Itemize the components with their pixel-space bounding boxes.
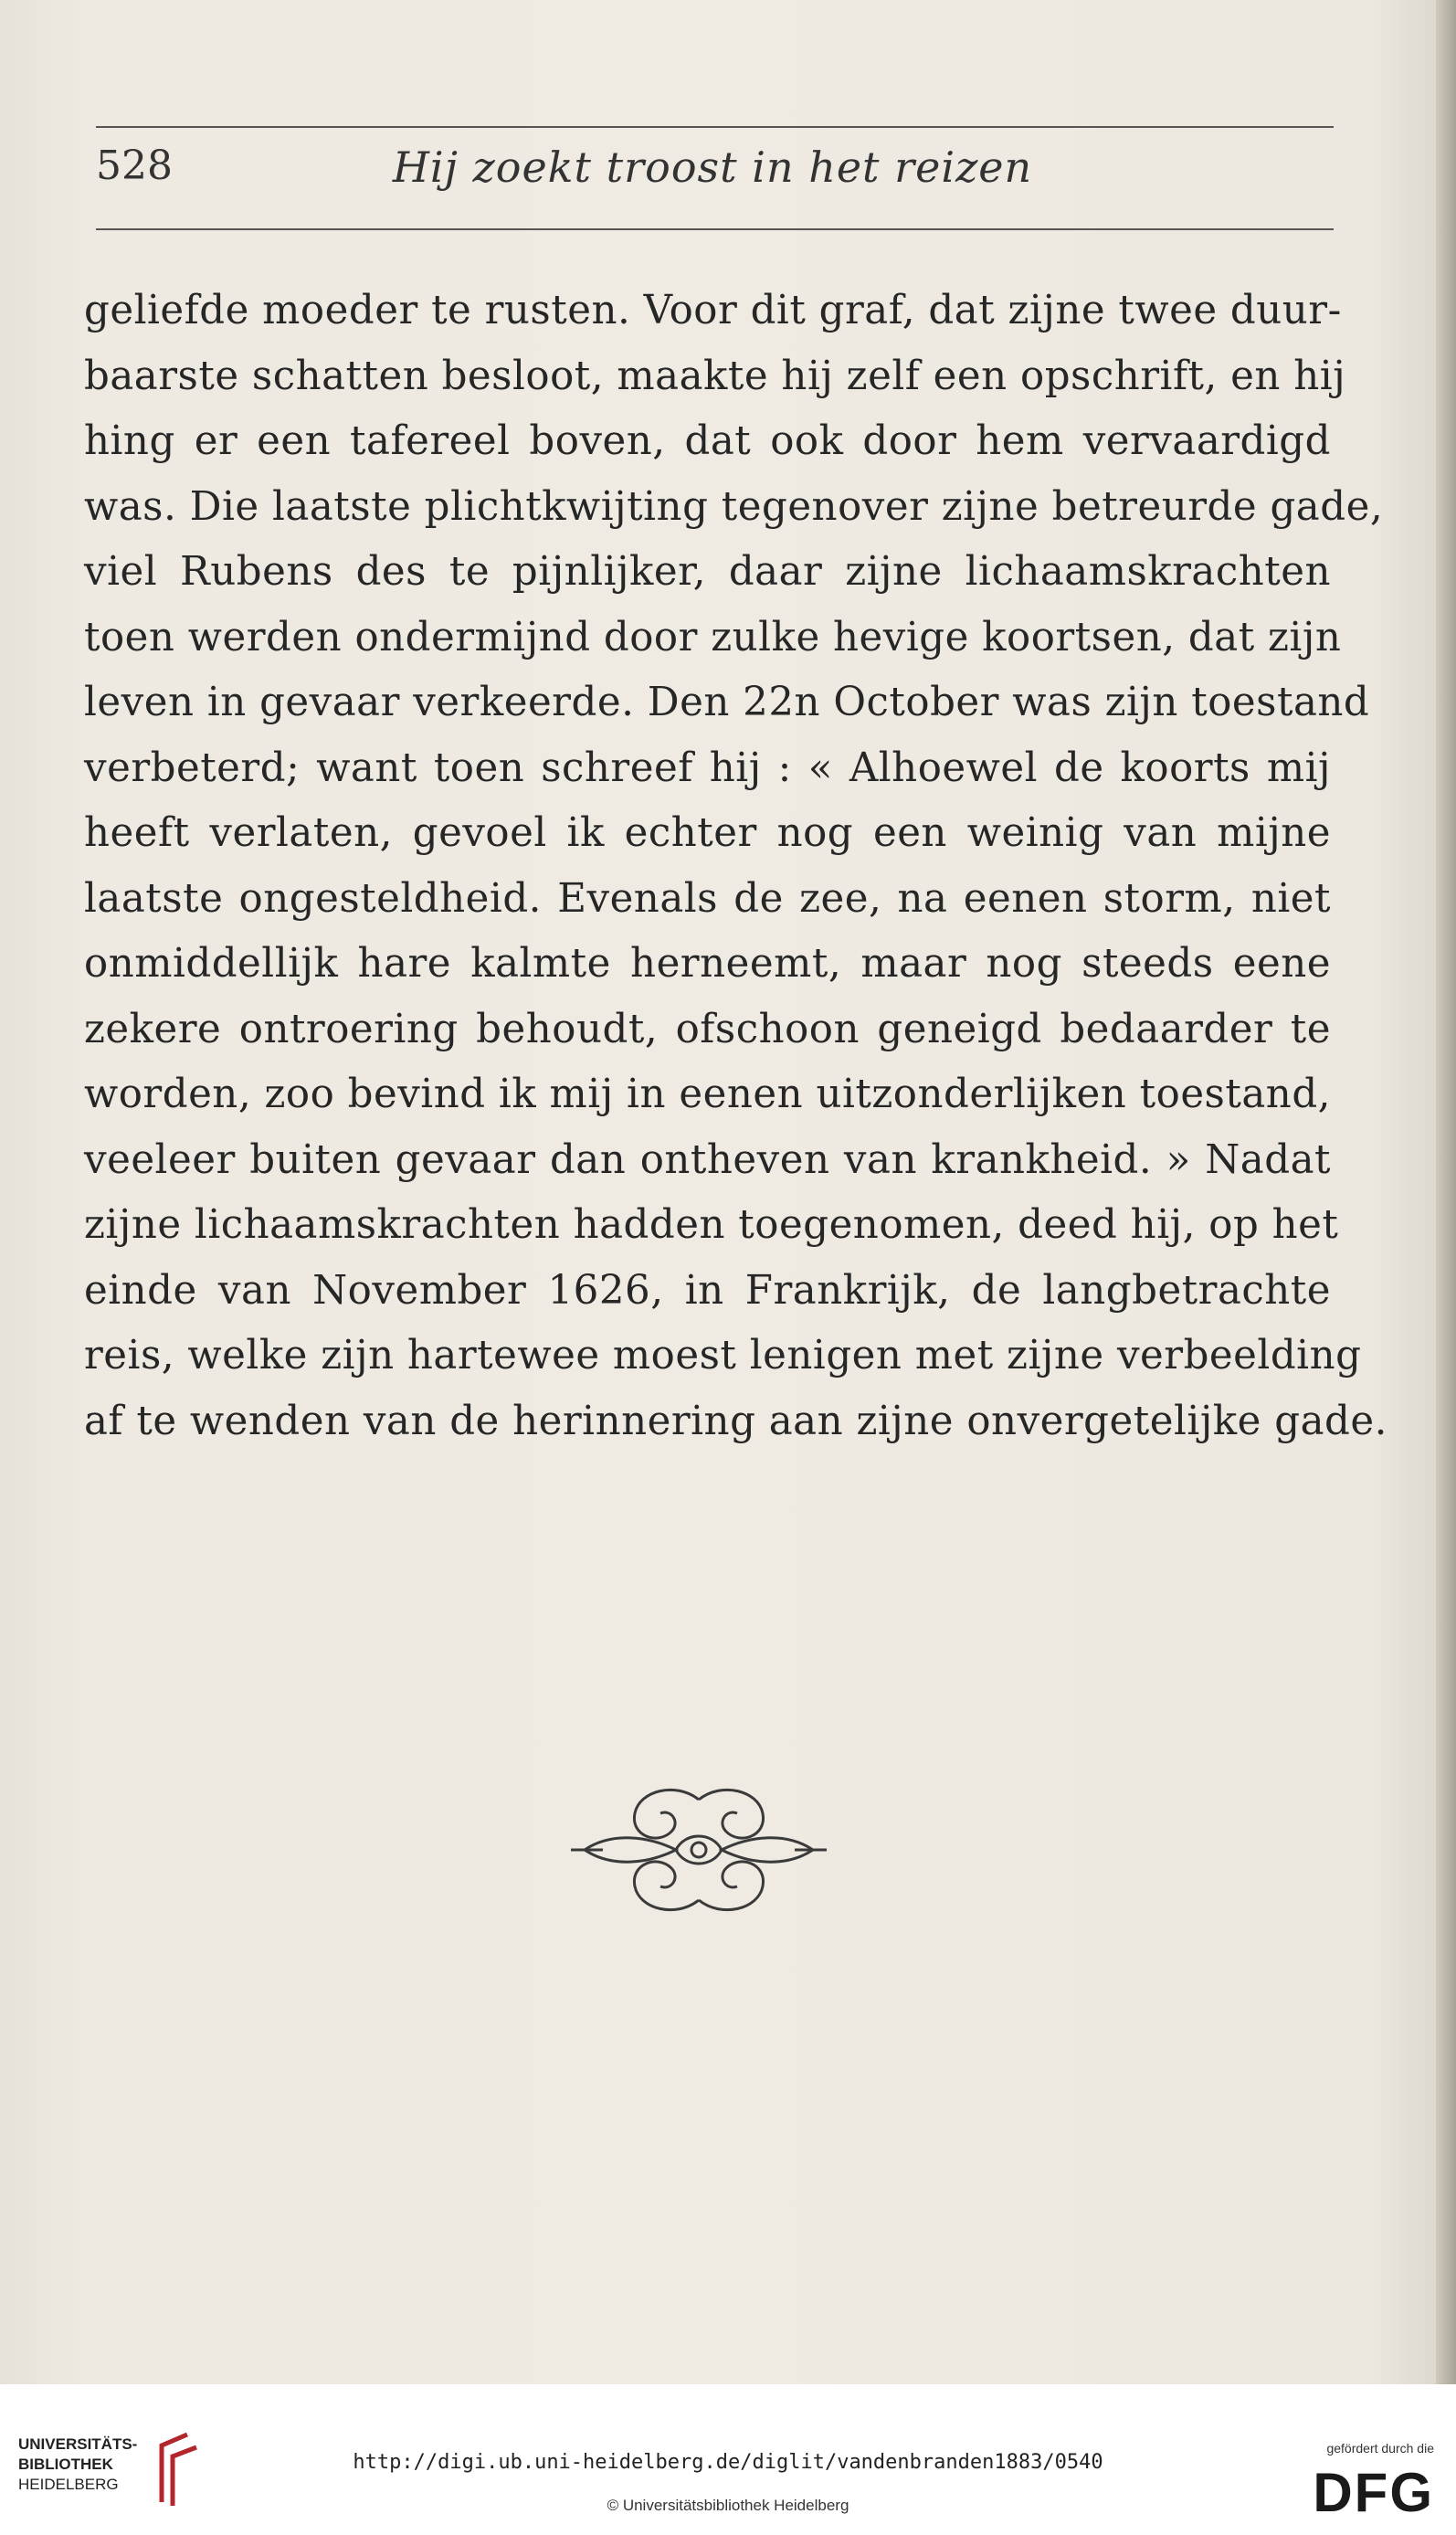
decorative-scroll-ornament-icon [566, 1781, 831, 1918]
running-head: Hij zoekt troost in het reizen [392, 143, 1033, 192]
text-line: viel Rubens des te pijnlijker, daar zijne lichaamskrachten [84, 549, 1331, 595]
text-line: onmiddellijk hare kalmte herneemt, maar nog steeds eene [84, 941, 1331, 987]
text-line: verbeterd; want toen schreef hij : « Alhoewel de koorts mij [84, 745, 1331, 791]
library-logo-line: HEIDELBERG [18, 2476, 119, 2493]
text-line: was. Die laatste plichtkwijting tegenover zijne betreurde gade, [84, 483, 1384, 530]
text-line: einde van November 1626, in Frankrijk, de langbetrachte [84, 1267, 1331, 1314]
text-line: reis, welke zijn hartewee moest lenigen met zijne verbeelding [84, 1333, 1362, 1378]
page-edge-shadow [1436, 0, 1456, 2384]
text-line: worden, zoo bevind ik mij in eenen uitzonderlijken toestand, [84, 1072, 1331, 1117]
dfg-logo: DFG [1313, 2462, 1434, 2523]
header-rule-top [96, 126, 1334, 128]
body-text [84, 279, 1387, 1454]
text-line: toen werden ondermijnd door zulke hevige koortsen, dat zijn [84, 614, 1342, 660]
text-line: af te wenden van de herinnering aan zijne onvergetelijke gade. [84, 1398, 1387, 1444]
text-line: zijne lichaamskrachten hadden toegenomen, deed hij, op het [84, 1202, 1339, 1248]
text-line: geliefde moeder te rusten. Voor dit graf, dat zijne twee duur- [84, 288, 1342, 333]
text-line: zekere ontroering behoudt, ofschoon geneigd bedaarder te [84, 1006, 1331, 1052]
library-logo-line: BIBLIOTHEK [18, 2456, 113, 2473]
text-line: veeleer buiten gevaar dan ontheven van krankheid. » Nadat [84, 1136, 1331, 1183]
text-line: heeft verlaten, gevoel ik echter nog een weinig van mijne [84, 810, 1331, 856]
page-number: 528 [96, 143, 173, 189]
header-rule-bottom [96, 228, 1334, 230]
text-line: baarste schatten besloot, maakte hij zelf een opschrift, en hij [84, 353, 1346, 399]
source-url-link[interactable]: http://digi.ub.uni-heidelberg.de/diglit/vandenbranden1883/0540 [353, 2451, 1103, 2474]
text-line: laatste ongesteldheid. Evenals de zee, na eenen storm, niet [84, 875, 1331, 922]
text-line: leven in gevaar verkeerde. Den 22n October was zijn toestand [84, 680, 1370, 725]
copyright-notice: © Universitätsbibliothek Heidelberg [607, 2497, 849, 2514]
funding-label: gefördert durch die [1326, 2441, 1434, 2456]
library-logo-line: UNIVERSITÄTS- [18, 2435, 138, 2453]
text-line: hing er een tafereel boven, dat ook door hem vervaardigd [84, 418, 1331, 464]
